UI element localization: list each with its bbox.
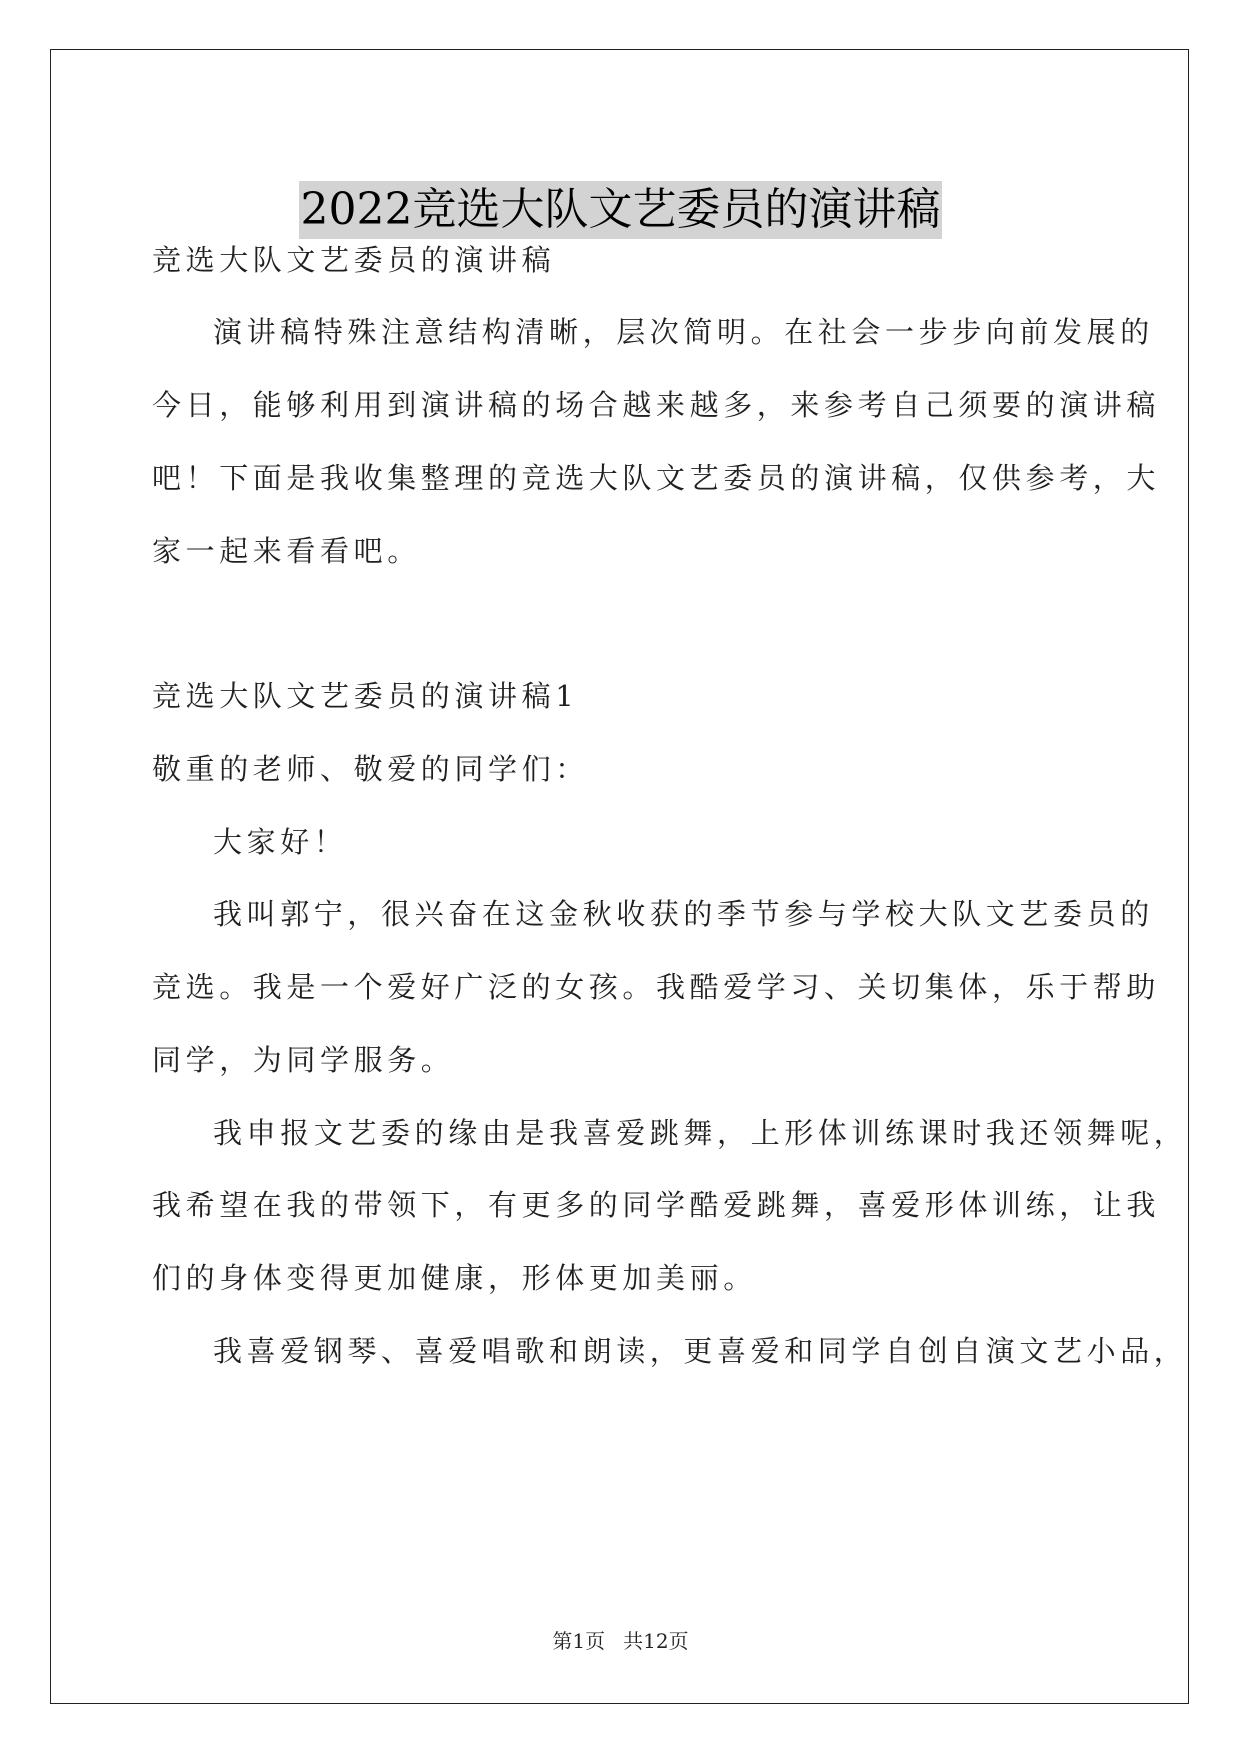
- salutation-line: 敬重的老师、敬爱的同学们：: [152, 752, 589, 786]
- paragraph-line: 们的身体变得更加健康，形体更加美丽。: [152, 1261, 757, 1295]
- page-number: 第1页: [552, 1629, 606, 1653]
- paragraph-line: 同学，为同学服务。: [152, 1043, 455, 1077]
- paragraph-line: 我申报文艺委的缘由是我喜爱跳舞，上形体训练课时我还领舞呢，: [213, 1116, 1188, 1150]
- paragraph-line: 我希望在我的带领下，有更多的同学酷爱跳舞，喜爱形体训练，让我: [152, 1188, 1161, 1222]
- paragraph-line: 我喜爱钢琴、喜爱唱歌和朗读，更喜爱和同学自创自演文艺小品，: [213, 1334, 1188, 1368]
- page-frame: [50, 49, 1189, 1704]
- paragraph-line: 吧！下面是我收集整理的竞选大队文艺委员的演讲稿，仅供参考，大: [152, 461, 1161, 495]
- paragraph-line: 家一起来看看吧。: [152, 534, 421, 568]
- paragraph-line: 演讲稿特殊注意结构清晰，层次简明。在社会一步步向前发展的: [213, 315, 1154, 349]
- document-title: 2022竞选大队文艺委员的演讲稿: [299, 181, 943, 239]
- paragraph-line: 我叫郭宁，很兴奋在这金秋收获的季节参与学校大队文艺委员的: [213, 897, 1154, 931]
- greeting-line: 大家好！: [213, 825, 348, 859]
- page-footer: [0, 1627, 1241, 1655]
- subtitle-line: 竞选大队文艺委员的演讲稿: [152, 243, 556, 277]
- section-heading: 竞选大队文艺委员的演讲稿1: [152, 679, 579, 713]
- page-total: 共12页: [623, 1629, 689, 1653]
- paragraph-line: 竞选。我是一个爱好广泛的女孩。我酷爱学习、关切集体，乐于帮助: [152, 970, 1161, 1004]
- paragraph-line: 今日，能够利用到演讲稿的场合越来越多，来参考自己须要的演讲稿: [152, 388, 1161, 422]
